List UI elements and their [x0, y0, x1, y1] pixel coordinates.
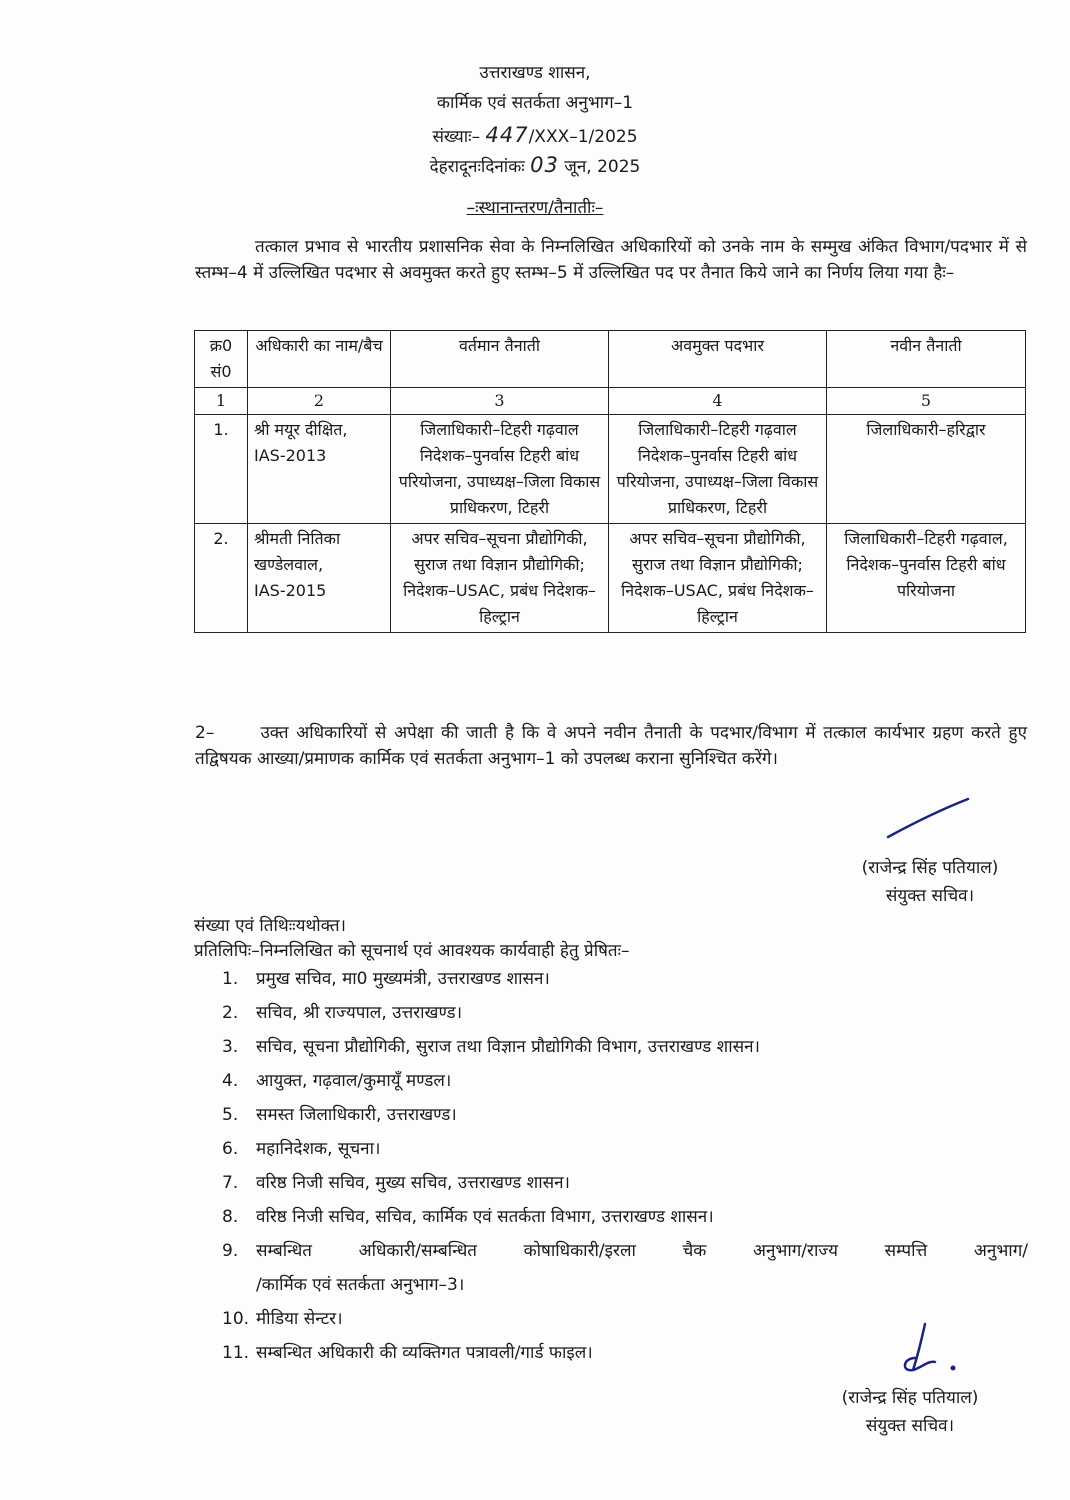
col-number: 2	[248, 388, 391, 415]
govt-name: उत्तराखण्ड शासन,	[479, 63, 591, 83]
officer-batch: IAS-2013	[254, 446, 327, 465]
recipient-text: प्रमुख सचिव, मा0 मुख्यमंत्री, उत्तराखण्ड शासन।	[256, 969, 550, 989]
recipient-number: 9.	[222, 1241, 239, 1261]
recipient-number: 2.	[222, 1003, 239, 1023]
header-relieved-charge: अवमुक्त पदभार	[609, 331, 827, 388]
header-new-posting: नवीन तैनाती	[827, 331, 1026, 388]
col-number: 5	[827, 388, 1026, 415]
signatory-name: (राजेन्द्र सिंह पतियाल)	[861, 858, 999, 878]
recipient-number: 11.	[222, 1343, 250, 1363]
recipient-item	[222, 1200, 1028, 1234]
order-date-suffix: जून, 2025	[564, 157, 641, 177]
recipient-number: 8.	[222, 1207, 239, 1227]
row-sno: 2.	[195, 524, 248, 633]
recipient-text: सम्बन्धित अधिकारी/सम्बन्धित कोषाधिकारी/इरला चैक अनुभाग/राज्य सम्पत्ति अनुभाग/	[256, 1241, 1028, 1261]
recipient-number: 4.	[222, 1071, 239, 1091]
recipient-item	[222, 996, 1028, 1030]
recipient-text: महानिदेशक, सूचना।	[256, 1139, 381, 1159]
signatory-title: संयुक्त सचिव।	[885, 886, 975, 906]
row-new-posting: जिलाधिकारी–हरिद्वार	[827, 415, 1026, 524]
header-current-posting: वर्तमान तैनाती	[391, 331, 609, 388]
header-sno: क्र0 सं0	[195, 331, 248, 388]
intro-paragraph: तत्काल प्रभाव से भारतीय प्रशासनिक सेवा के निम्नलिखित अधिकारियों को उनके नाम के सम्मुख अंकित विभाग/पदभार में से स्तम्भ–4 में उल्लिखित पदभार से अवमुक्त करते हुए स्तम्भ–5 में उल्लिखित पद पर तैनात किये जाने का निर्णय लिया गया हैः–	[195, 237, 1027, 283]
row-current-posting: जिलाधिकारी–टिहरी गढ़वाल निदेशक–पुनर्वास टिहरी बांध परियोजना, उपाध्यक्ष–जिला विकास प्राधिकरण, टिहरी	[391, 415, 609, 524]
order-number-handwritten: 447	[485, 123, 529, 147]
signature-stroke	[880, 795, 980, 845]
row-sno: 1.	[195, 415, 248, 524]
recipient-text: सचिव, श्री राज्यपाल, उत्तराखण्ड।	[256, 1003, 463, 1023]
paragraph-2	[195, 720, 1027, 772]
col-number: 4	[609, 388, 827, 415]
header-officer: अधिकारी का नाम/बैच	[248, 331, 391, 388]
paragraph-2-text: उक्त अधिकारियों से अपेक्षा की जाती है कि वे अपने नवीन तैनाती के पदभार/विभाग में तत्काल कार्यभार ग्रहण करते हुए तद्विषयक आख्या/प्रमाणक कार्मिक एवं सतर्कता अनुभाग–1 को उपलब्ध कराना सुनिश्चित करेंगे।	[195, 723, 1027, 769]
col-number: 1	[195, 388, 248, 415]
department-name: कार्मिक एवं सतर्कता अनुभाग–1	[436, 93, 634, 113]
officer-batch: IAS-2015	[254, 581, 327, 600]
table-header-row	[195, 331, 1026, 388]
paragraph-2-number: 2–	[195, 723, 215, 743]
recipient-number: 3.	[222, 1037, 239, 1057]
recipient-number: 1.	[222, 969, 239, 989]
signatory-name: (राजेन्द्र सिंह पतियाल)	[841, 1388, 979, 1408]
order-date-prefix: देहरादूनःदिनांकः	[429, 157, 525, 177]
recipient-number: 10.	[222, 1309, 250, 1329]
col-number: 3	[391, 388, 609, 415]
copy-to-heading: प्रतिलिपिः–निम्नलिखित को सूचनार्थ एवं आवश्यक कार्यवाही हेतु प्रेषितः–	[194, 941, 630, 961]
recipient-item	[222, 1234, 1028, 1268]
recipient-item	[222, 1132, 1028, 1166]
recipient-text: सम्बन्धित अधिकारी की व्यक्तिगत पत्रावली/गार्ड फाइल।	[256, 1343, 593, 1363]
recipient-number: 6.	[222, 1139, 239, 1159]
recipient-number: 7.	[222, 1173, 239, 1193]
row-officer	[248, 415, 391, 524]
table-row	[195, 415, 1026, 524]
copy-reference: संख्या एवं तिथिःःयथोक्त।	[194, 916, 346, 936]
row-new-posting: जिलाधिकारी–टिहरी गढ़वाल, निदेशक–पुनर्वास टिहरी बांध परियोजना	[827, 524, 1026, 633]
table-row	[195, 524, 1026, 633]
order-number-suffix: /XXX–1/2025	[528, 127, 638, 147]
recipient-item-continued: /कार्मिक एवं सतर्कता अनुभाग–3।	[256, 1275, 465, 1295]
transfer-table	[194, 330, 1026, 633]
column-number-row	[195, 388, 1026, 415]
recipient-text: आयुक्त, गढ़वाल/कुमायूँ मण्डल।	[256, 1071, 452, 1091]
recipient-item	[222, 1098, 1028, 1132]
recipient-text: वरिष्ठ निजी सचिव, सचिव, कार्मिक एवं सतर्कता विभाग, उत्तराखण्ड शासन।	[256, 1207, 714, 1227]
recipient-item	[222, 1166, 1028, 1200]
recipient-item	[222, 1030, 1028, 1064]
recipient-text: समस्त जिलाधिकारी, उत्तराखण्ड।	[256, 1105, 457, 1125]
recipient-text: मीडिया सेन्टर।	[256, 1309, 343, 1329]
signature-block-1	[830, 854, 1030, 910]
officer-name: श्री मयूर दीक्षित,	[254, 420, 348, 439]
signature-block-2	[810, 1384, 1010, 1440]
recipient-list	[222, 962, 1028, 1370]
order-date	[0, 150, 1070, 182]
recipient-item	[222, 962, 1028, 996]
row-relieved-charge: अपर सचिव–सूचना प्रौद्योगिकी, सुराज तथा विज्ञान प्रौद्योगिकी; निदेशक–USAC, प्रबंध निदेशक–हिल्ट्रान	[609, 524, 827, 633]
row-relieved-charge: जिलाधिकारी–टिहरी गढ़वाल निदेशक–पुनर्वास टिहरी बांध परियोजना, उपाध्यक्ष–जिला विकास प्राधिकरण, टिहरी	[609, 415, 827, 524]
order-date-handwritten: 03	[530, 153, 559, 177]
recipient-number: 5.	[222, 1105, 239, 1125]
officer-name: श्रीमती नितिका खण्डेलवाल,	[254, 529, 341, 574]
recipient-text: वरिष्ठ निजी सचिव, मुख्य सचिव, उत्तराखण्ड शासन।	[256, 1173, 570, 1193]
order-number	[0, 120, 1070, 152]
signatory-title: संयुक्त सचिव।	[865, 1416, 955, 1436]
recipient-item	[222, 1064, 1028, 1098]
row-current-posting: अपर सचिव–सूचना प्रौद्योगिकी, सुराज तथा विज्ञान प्रौद्योगिकी; निदेशक–USAC, प्रबंध निदेशक–हिल्ट्रान	[391, 524, 609, 633]
signature-mark	[895, 1318, 965, 1378]
row-officer	[248, 524, 391, 633]
recipient-text: सचिव, सूचना प्रौद्योगिकी, सुराज तथा विज्ञान प्रौद्योगिकी विभाग, उत्तराखण्ड शासन।	[256, 1037, 760, 1057]
order-subject: –ःस्थानान्तरण/तैनातीः–	[466, 198, 604, 218]
order-number-prefix: संख्याः–	[432, 127, 481, 147]
